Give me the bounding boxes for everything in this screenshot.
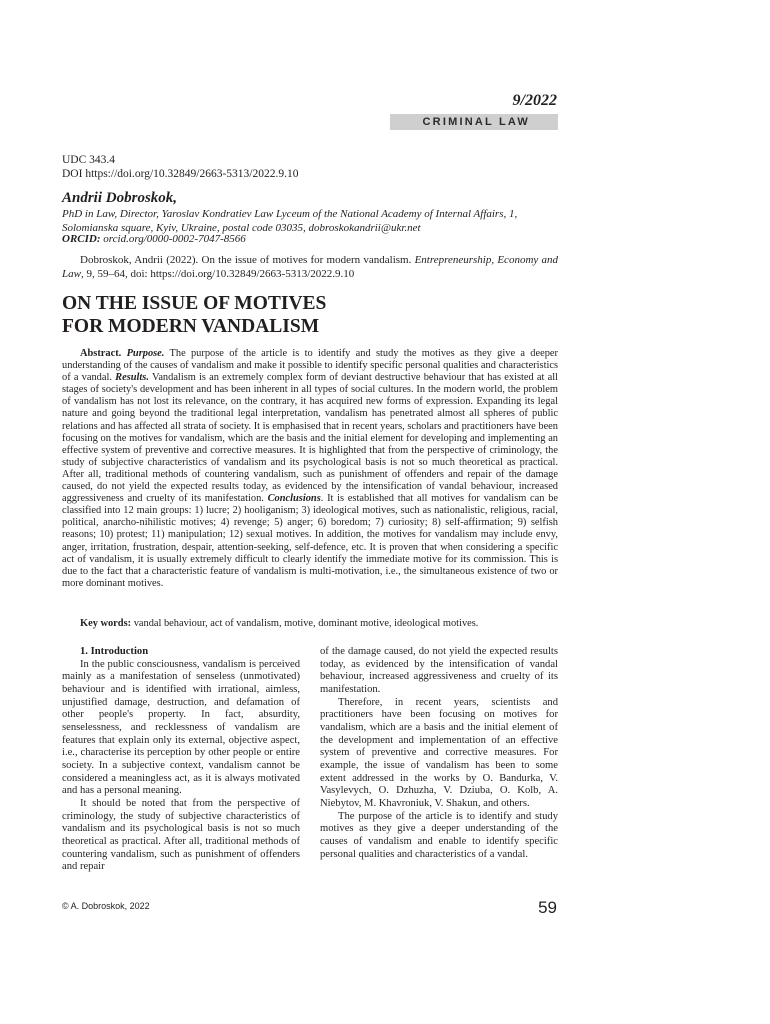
article-title — [62, 292, 562, 338]
keywords-text: vandal behaviour, act of vandalism, motive, dominant motive, ideological motives. — [131, 618, 479, 629]
issue-number: 9/2022 — [512, 92, 557, 109]
title-line-2: FOR MODERN VANDALISM — [62, 316, 320, 337]
keywords — [62, 618, 558, 631]
section-title: CRIMINAL LAW — [422, 116, 530, 128]
doi-line: DOI https://doi.org/10.32849/2663-5313/2022.9.10 — [62, 168, 299, 180]
citation — [62, 253, 558, 281]
author-affiliation: PhD in Law, Director, Yaroslav Kondratiev Law Lyceum of the National Academy of Internal Affairs, 1, Solomianska square, Kyiv, Ukraine, postal code 03035, dobroskokandrii@ukr.net — [62, 208, 518, 234]
paragraph: of the damage caused, do not yield the expected results today, as evidenced by the intensification of vandal behaviour, increased aggressiveness and cruelty of its manifestation. — [320, 646, 558, 695]
results-text: Vandalism is an extremely complex form of deviant destructive behaviour that has existed at all stages of society's development and has been inherent in all types of social cultures. In the modern world, the problem of vandalism has not lost its relevance, on the contrary, it has acquired new forms of expression. Expanding its legal nature and going beyond the traditional legal interpretation, vandalism has penetrated almost all spheres of public relations and has affected all strata of society. It is emphasised that in recent years, scholars and practitioners have been focusing on the motives for vandalism, which are the basis and the initial element for developing and implementing an effective system of preventive and corrective measures. It is highlighted that from the perspective of criminology, the study of subjective characteristics of vandalism and its psychological basis is not so much theoretical as practical. After all, traditional methods of countering vandalism, such as punishment of offenders and repair of the damage caused, do not yield the expected results today, as evidenced by the intensification of vandal behaviour, increased aggressiveness and cruelty of its manifestation. — [62, 372, 558, 505]
citation-end: , 9, 59–64, doi: https://doi.org/10.32849/2663-5313/2022.9.10 — [80, 268, 355, 280]
purpose-text: The purpose of the article is to identify and study the motives as they give a deeper understanding of the causes of vandalism and make it possible to identify specific personal qualities and characteristics of a vandal. — [62, 348, 558, 384]
paragraph: Therefore, in recent years, scientists and practitioners have been focusing on motives for vandalism, which are a basis and the initial element of the development and implementation of an effective system of preventive and corrective measures. For example, the issue of vandalism has been to some extent addressed in the works by O. Bandurka, V. Vasylevych, O. Dzhuzha, V. Dziuba, O. Kolb, A. Niebytov, M. Khavroniuk, V. Shakun, and others. — [320, 696, 558, 809]
body-column-left — [62, 646, 300, 874]
abstract — [62, 348, 558, 590]
abstract-label: Abstract. — [80, 348, 122, 359]
conclusions-label: Conclusions — [267, 493, 321, 505]
conclusions-text: . It is established that all motives for vandalism can be classified into 12 main groups: 1) lucre; 2) hooliganism; 3) ideological motives, such as nationalistic, religious, racial, political, anarcho-nihilistic motives; 4) revenge; 5) anger; 6) boredom; 7) curiosity; 8) self-affirmation; 9) selfish reasons; 10) protest; 11) manipulation; 12) sexual motives. In addition, the motives for vandalism may include envy, anger, irritation, frustration, despair, attention-seeking, self-defence, etc. It is proven that when considering a specific act of vandalism, it is usually extremely difficult to clearly identify the immediate motive for its commission. This is due to the fact that a characteristic feature of vandalism is multi-motivation, i.e., the simultaneous existence of two or more dominant motives. — [62, 493, 558, 589]
section-heading: 1. Introduction — [80, 646, 149, 657]
title-line-1: ON THE ISSUE OF MOTIVES — [62, 293, 327, 314]
body-column-right — [320, 646, 558, 861]
orcid-line — [62, 233, 246, 245]
paragraph: It should be noted that from the perspective of criminology, the study of subjective characteristics of vandalism and its psychological basis is not so much theoretical as practical. After all, traditional methods of countering vandalism, such as punishment of offenders and repair — [62, 797, 300, 873]
citation-journal: Entrepreneurship, Economy and Law — [62, 254, 558, 280]
purpose-label: Purpose. — [126, 348, 165, 359]
keywords-label: Key words: — [80, 618, 132, 629]
author-name: Andrii Dobroskok, — [62, 190, 178, 206]
orcid-value[interactable]: orcid.org/0000-0002-7047-8566 — [100, 233, 246, 245]
udc-code: UDC 343.4 — [62, 154, 116, 166]
paragraph: In the public consciousness, vandalism is perceived mainly as a manifestation of senseless (unmotivated) behaviour and is identified with irrational, aimless, unjustified damage, destruction, and defamation of other people's property. In fact, absurdity, senselessness, and recklessness of vandalism are features that explain only its external, objective aspect, i.e., characterise its perception by other people or entire society. In a subjective context, vandalism cannot be considered a meaningless act, as it is always motivated and has a personal meaning. — [62, 658, 300, 797]
orcid-label: ORCID: — [62, 233, 101, 245]
paragraph: The purpose of the article is to identify and study motives as they give a deeper understanding of the causes of vandalism and enable to identify specific personal qualities and characteristics of a vandal. — [320, 810, 558, 860]
section-banner — [390, 114, 558, 130]
citation-start: Dobroskok, Andrii (2022). On the issue of motives for modern vandalism. — [80, 254, 415, 266]
results-label: Results. — [115, 372, 149, 384]
copyright-notice: © A. Dobroskok, 2022 — [62, 901, 150, 911]
page-number: 59 — [538, 898, 557, 917]
